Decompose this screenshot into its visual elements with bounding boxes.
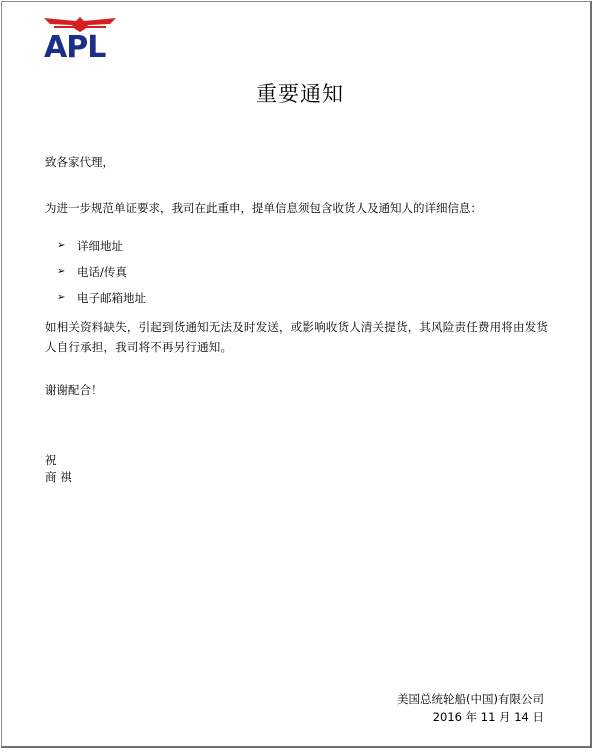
- list-item-text: 详细地址: [77, 239, 123, 253]
- notice-title: 重要通知: [256, 82, 344, 106]
- document-page: [1, 1, 592, 748]
- list-item-text: 电话/传真: [77, 265, 127, 279]
- required-info-list: [57, 236, 146, 314]
- closing-line-2: 商 祺: [45, 470, 72, 484]
- apl-logo: [44, 16, 116, 66]
- warning-text: 如相关资料缺失，引起到货通知无法及时发送，或影响收货人清关提货，其风险责任费用将由发货人自行承担，我司将不再另行通知。: [45, 320, 549, 354]
- arrow-bullet-icon: ➢: [57, 266, 66, 277]
- list-item: [57, 236, 146, 262]
- logo-text: APL: [44, 30, 106, 65]
- greeting-text: 致各家代理，: [45, 155, 114, 169]
- thanks-text: 谢谢配合！: [45, 383, 103, 397]
- notice-date: 2016 年 11 月 14 日: [432, 710, 544, 724]
- closing-line-1: 祝: [45, 453, 57, 467]
- arrow-bullet-icon: ➢: [57, 240, 66, 251]
- list-item: [57, 262, 146, 288]
- intro-text: 为进一步规范单证要求，我司在此重申，提单信息须包含收货人及通知人的详细信息：: [45, 201, 482, 215]
- arrow-bullet-icon: ➢: [57, 292, 66, 303]
- list-item-text: 电子邮箱地址: [77, 291, 146, 305]
- company-name: 美国总统轮船(中国)有限公司: [397, 692, 544, 706]
- list-item: [57, 288, 146, 314]
